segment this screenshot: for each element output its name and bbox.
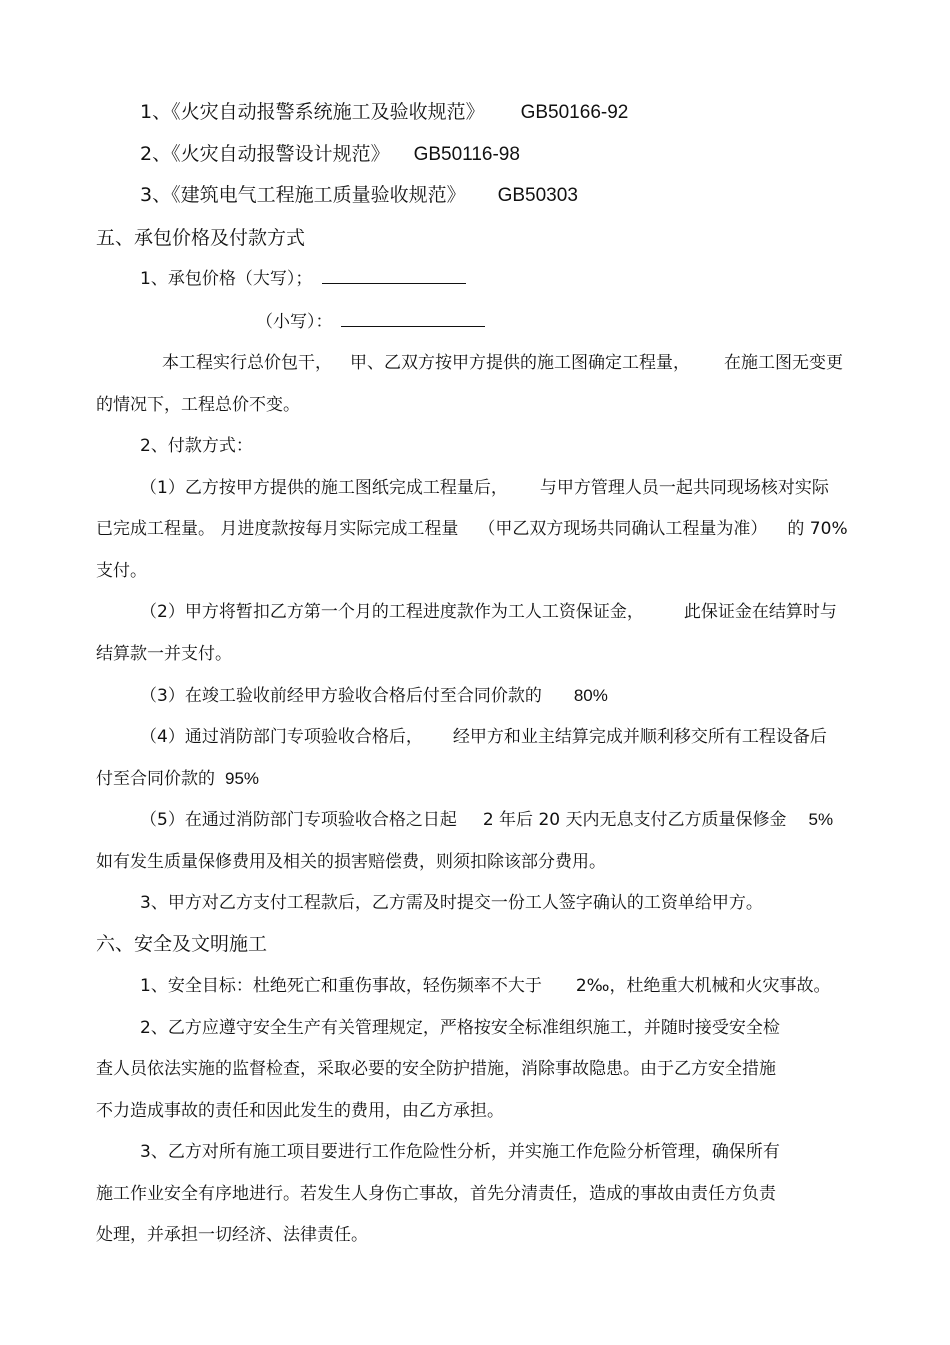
payment-2-line-2: 结算款一并支付。	[96, 644, 232, 664]
text-span: （2）甲方将暂扣乙方第一个月的工程进度款作为工人工资保证金，	[140, 602, 644, 622]
contract-price-upper	[140, 268, 466, 290]
text-span: 在施工图无变更	[724, 353, 843, 373]
payment-2-line-1	[140, 601, 837, 623]
contract-price-lower	[256, 311, 485, 333]
text-span: 付至合同价款的	[96, 769, 215, 789]
standard-label: 2、《火灾自动报警设计规范》	[140, 143, 390, 165]
safety-item-2-line-3: 不力造成事故的责任和因此发生的费用，由乙方承担。	[96, 1101, 504, 1121]
section-5-title: 五、承包价格及付款方式	[96, 227, 306, 249]
standard-label: 1、《火灾自动报警系统施工及验收规范》	[140, 101, 485, 123]
text-span: （5）在通过消防部门专项验收合格之日起	[140, 810, 457, 830]
text-span: 甲、乙双方按甲方提供的施工图确定工程量，	[350, 353, 690, 373]
standard-code: GB50303	[497, 185, 578, 206]
text-span: 本工程实行总价包干，	[162, 353, 332, 373]
safety-item-1	[140, 975, 830, 997]
text-span: 95%	[225, 769, 260, 788]
text-span: （4）通过消防部门专项验收合格后，	[140, 727, 423, 747]
lump-sum-line-2: 的情况下，工程总价不变。	[96, 395, 300, 415]
payment-5-line-1	[140, 809, 833, 831]
payment-1-line-1	[140, 477, 829, 499]
payment-4-line-1	[140, 726, 827, 748]
safety-item-2-line-1: 2、乙方应遵守安全生产有关管理规定，严格按安全标准组织施工，并随时接受安全检	[140, 1018, 780, 1038]
lump-sum-line-1	[162, 352, 843, 374]
text-span: （3）在竣工验收前经甲方验收合格后付至合同价款的	[140, 686, 542, 706]
text-span: 此保证金在结算时与	[683, 602, 837, 622]
price-upper-blank	[322, 269, 466, 284]
price-upper-label: 1、承包价格（大写）；	[140, 269, 313, 289]
payment-item-3: 3、甲方对乙方支付工程款后，乙方需及时提交一份工人签字确认的工资单给甲方。	[140, 893, 763, 913]
text-span: 80%	[573, 686, 608, 705]
safety-item-2-line-2: 查人员依法实施的监督检查，采取必要的安全防护措施，消除事故隐患。由于乙方安全措施	[96, 1059, 776, 1079]
price-lower-blank	[341, 312, 485, 327]
safety-item-3-line-2: 施工作业安全有序地进行。若发生人身伤亡事故，首先分清责任，造成的事故由责任方负责	[96, 1184, 776, 1204]
safety-item-3-line-1: 3、乙方对所有施工项目要进行工作危险性分析，并实施工作危险分析管理，确保所有	[140, 1142, 780, 1162]
price-lower-label: （小写）：	[256, 312, 333, 332]
payment-3-line-1	[140, 685, 608, 707]
standard-label: 3、《建筑电气工程施工质量验收规范》	[140, 184, 466, 206]
section-6-title: 六、安全及文明施工	[96, 933, 268, 955]
text-span: （甲乙双方现场共同确认工程量为准）	[478, 519, 768, 539]
payment-5-line-2: 如有发生质量保修费用及相关的损害赔偿费，则须扣除该部分费用。	[96, 852, 606, 872]
payment-1-line-3: 支付。	[96, 561, 147, 581]
text-span: 1、安全目标：杜绝死亡和重伤事故，轻伤频率不大于	[140, 976, 542, 996]
standard-item-2	[140, 142, 520, 167]
payment-4-line-2	[96, 768, 259, 790]
text-span: （1）乙方按甲方提供的施工图纸完成工程量后，	[140, 478, 508, 498]
payment-method-title: 2、付款方式：	[140, 436, 253, 456]
text-span: 2 年后 20 天内无息支付乙方质量保修金	[482, 810, 787, 830]
text-span: 已完成工程量。 月进度款按每月实际完成工程量	[96, 519, 459, 539]
text-span: 2‰，杜绝重大机械和火灾事故。	[575, 976, 831, 996]
text-span: 经甲方和业主结算完成并顺利移交所有工程设备后	[452, 727, 827, 747]
standard-item-3	[140, 183, 578, 208]
text-span: 5%	[808, 810, 834, 829]
text-span: 的 70%	[787, 519, 848, 539]
safety-item-3-line-3: 处理，并承担一切经济、法律责任。	[96, 1225, 368, 1245]
standard-code: GB50116-98	[413, 144, 520, 165]
standard-item-1	[140, 100, 628, 125]
payment-1-line-2	[96, 518, 848, 540]
standard-code: GB50166-92	[520, 102, 629, 123]
text-span: 与甲方管理人员一起共同现场核对实际	[539, 478, 829, 498]
